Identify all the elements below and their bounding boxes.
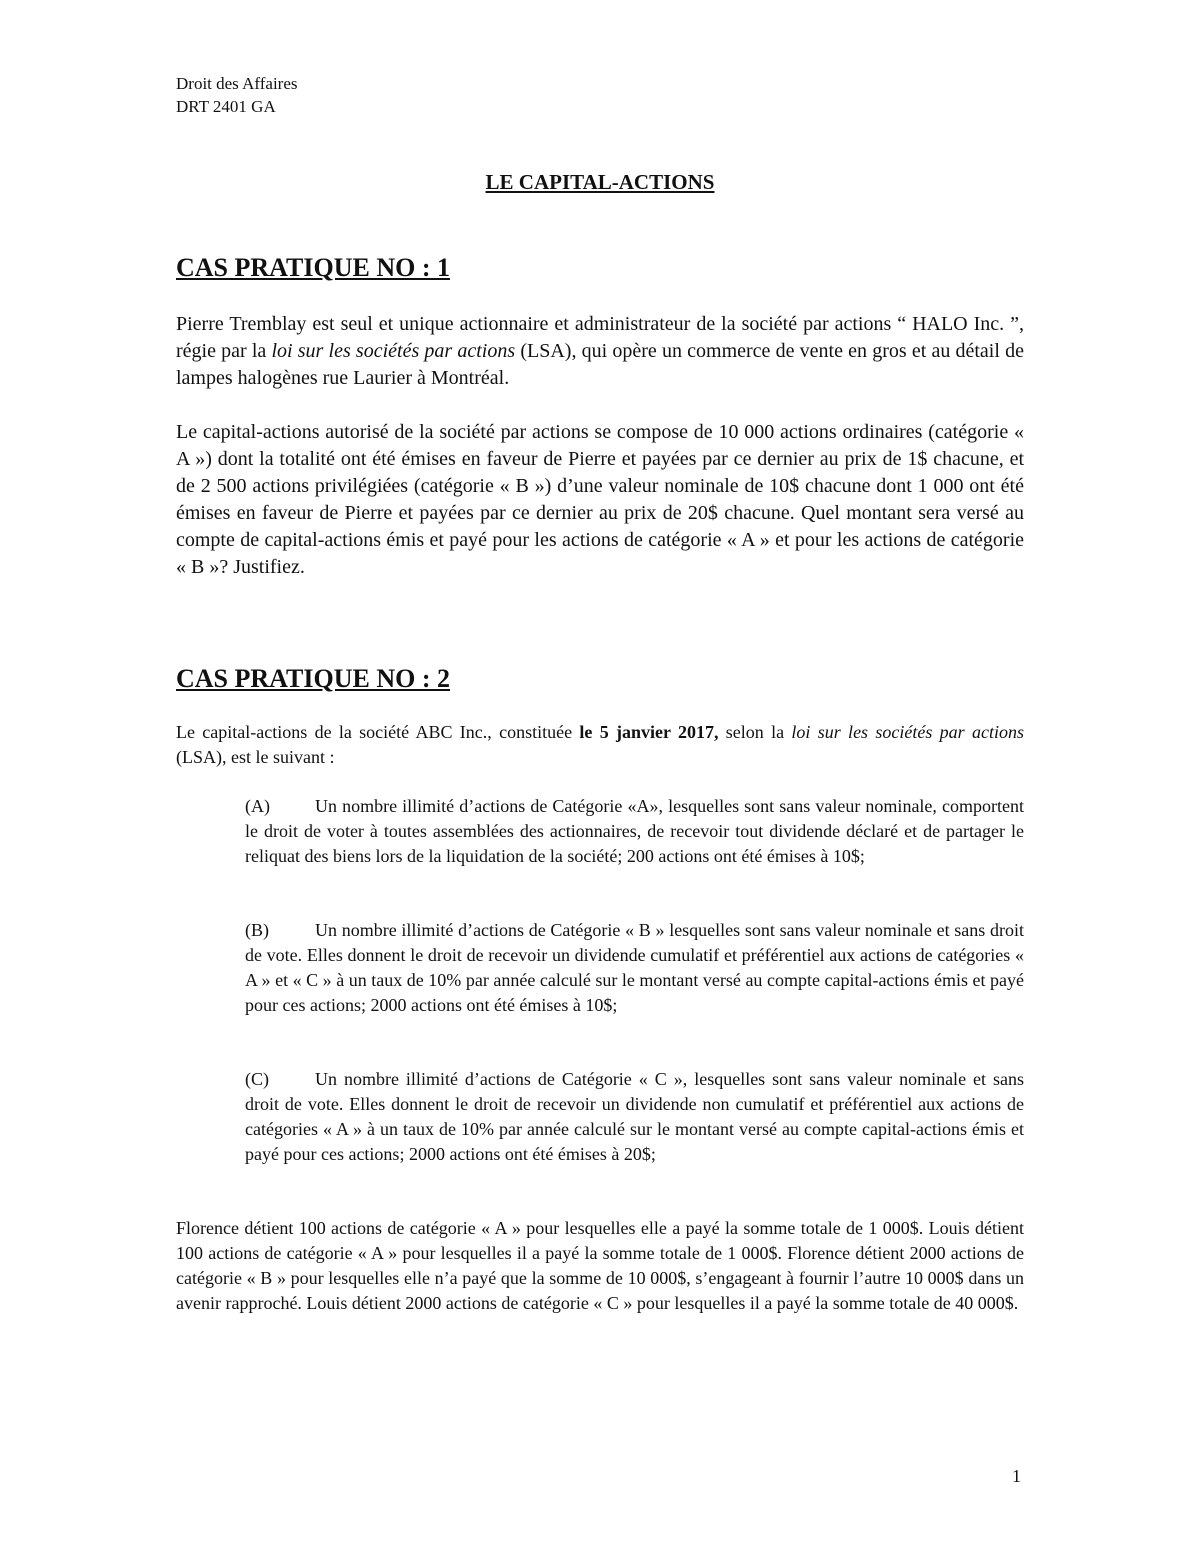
case1-heading: CAS PRATIQUE NO : 1	[176, 253, 450, 282]
share-class-item-a	[245, 794, 1024, 869]
share-class-item-b	[245, 918, 1024, 1018]
course-name: Droit des Affaires	[176, 74, 298, 93]
case1-paragraph-2: Le capital-actions autorisé de la société par actions se compose de 10 000 actions ordinaires (catégorie « A ») dont la totalité ont été émises en faveur de Pierre et payées par ce dernier au prix de 1$ chacune, et de 2 500 actions privilégiées (catégorie « B ») d’une valeur nominale de 10$ chacune dont 1 000 ont été émises en faveur de Pierre et payées par ce dernier au prix de 20$ chacune. Quel montant sera versé au compte de capital-actions émis et payé pour les actions de catégorie « A » et pour les actions de catégorie « B »? Justifiez.	[176, 421, 1024, 578]
case1-p1-text-b: (LSA), qui opère un commerce de vente en gros et au détail de lampes halogènes rue Laurier à Montréal.	[176, 340, 1024, 389]
item-text: Un nombre illimité d’actions de Catégorie « B » lesquelles sont sans valeur nominale et sans droit de vote. Elles donnent le droit de recevoir un dividende cumulatif et préférentiel aux actions de catégories « A » et « C » à un taux de 10% par année calculé sur le montant versé au compte capital-actions émis et payé pour ces actions; 2000 actions ont été émises à 10$;	[245, 920, 1024, 1015]
case2-heading: CAS PRATIQUE NO : 2	[176, 664, 450, 693]
case1-p1-law-name: loi sur les sociétés par actions	[271, 340, 516, 362]
case2-intro-law-name: loi sur les sociétés par actions	[791, 722, 1024, 742]
document-header	[176, 72, 298, 118]
share-class-item-c	[245, 1067, 1024, 1167]
document-title: LE CAPITAL-ACTIONS	[485, 170, 715, 194]
item-marker: (C)	[245, 1069, 269, 1089]
case1-p1-text-a: Pierre Tremblay est seul et unique actionnaire et administrateur de la société par actions “ HALO Inc. ”, régie par la	[176, 313, 1024, 362]
page-number: 1	[1012, 1466, 1021, 1486]
case2-intro-text-a: Le capital-actions de la société ABC Inc., constituée	[176, 722, 580, 742]
case2-intro-text-c: (LSA), est le suivant :	[176, 747, 335, 767]
case2-intro-date: le 5 janvier 2017,	[579, 722, 719, 742]
item-marker: (B)	[245, 920, 269, 940]
item-text: Un nombre illimité d’actions de Catégorie «A», lesquelles sont sans valeur nominale, comportent le droit de voter à toutes assemblées des actionnaires, de recevoir tout dividende déclaré et de partager le reliquat des biens lors de la liquidation de la société; 200 actions ont été émises à 10$;	[245, 796, 1024, 866]
course-code: DRT 2401 GA	[176, 97, 276, 116]
case2-intro	[176, 720, 1024, 770]
item-text: Un nombre illimité d’actions de Catégorie « C », lesquelles sont sans valeur nominale et sans droit de vote. Elles donnent le droit de recevoir un dividende non cumulatif et préférentiel aux actions de catégories « A » à un taux de 10% par année calculé sur le montant versé au compte capital-actions émis et payé pour ces actions; 2000 actions ont été émises à 20$;	[245, 1069, 1024, 1164]
item-marker: (A)	[245, 796, 270, 816]
case2-closing-paragraph: Florence détient 100 actions de catégorie « A » pour lesquelles elle a payé la somme totale de 1 000$. Louis détient 100 actions de catégorie « A » pour lesquelles il a payé la somme totale de 1 000$. Florence détient 2000 actions de catégorie « B » pour lesquelles elle n’a payé que la somme de 10 000$, s’engageant à fournir l’autre 10 000$ dans un avenir rapproché. Louis détient 2000 actions de catégorie « C » pour lesquelles il a payé la somme totale de 40 000$.	[176, 1218, 1024, 1313]
case2-intro-text-b: selon la	[718, 722, 792, 742]
case1-paragraph-1	[176, 311, 1024, 392]
